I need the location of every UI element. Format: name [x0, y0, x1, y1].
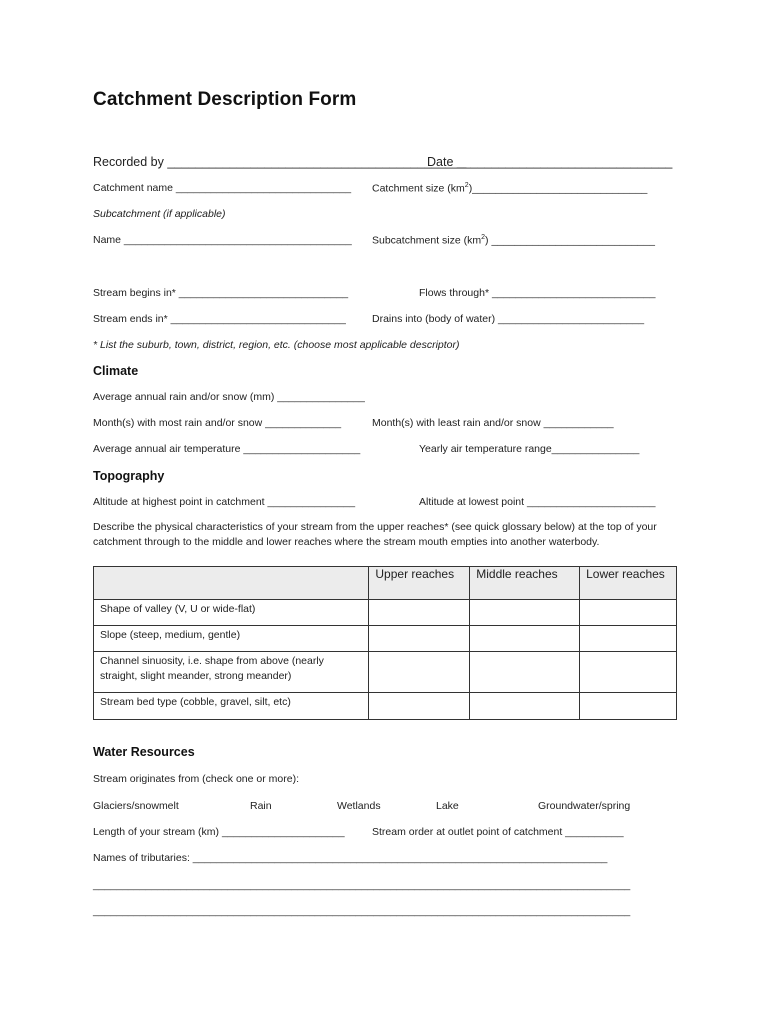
- row-label: Slope (steep, medium, gentle): [94, 626, 369, 652]
- row-label: Shape of valley (V, U or wide-flat): [94, 600, 369, 626]
- table-header-blank: [94, 567, 369, 600]
- topography-heading: Topography: [93, 469, 165, 483]
- table-cell-upper[interactable]: [369, 693, 470, 720]
- stream-ends-field[interactable]: Stream ends in* ______________________________: [93, 313, 346, 325]
- catchment-size-line: )______________________________: [468, 182, 648, 195]
- climate-heading: Climate: [93, 364, 139, 378]
- originates-label: Stream originates from (check one or more):: [93, 773, 299, 785]
- row-label: Stream bed type (cobble, gravel, silt, etc): [94, 693, 369, 720]
- tributaries-field[interactable]: Names of tributaries: _______________________________________________________________________: [93, 852, 608, 864]
- table-row: [94, 600, 677, 626]
- subcatchment-size-line: ) ____________________________: [485, 234, 655, 247]
- date-field[interactable]: Date _______________________________: [427, 155, 673, 169]
- table-cell-middle[interactable]: [470, 600, 580, 626]
- checkbox-groundwater[interactable]: [538, 800, 630, 812]
- row-label: Channel sinuosity, i.e. shape from above (nearly straight, slight meander, strong meander): [94, 652, 369, 693]
- catchment-name-field[interactable]: Catchment name ______________________________: [93, 182, 352, 194]
- table-cell-lower[interactable]: [580, 600, 677, 626]
- stream-begins-field[interactable]: Stream begins in* _____________________________: [93, 287, 349, 299]
- option-label: Glaciers/snowmelt: [93, 800, 179, 812]
- table-header-row: [94, 567, 677, 600]
- table-cell-middle[interactable]: [470, 626, 580, 652]
- flows-through-field[interactable]: Flows through* ____________________________: [419, 287, 656, 299]
- table-header-upper: Upper reaches: [369, 567, 470, 600]
- stream-characteristics-table: [93, 566, 677, 720]
- subcatchment-note: Subcatchment (if applicable): [93, 208, 226, 220]
- table-header-lower: Lower reaches: [580, 567, 677, 600]
- checkbox-rain[interactable]: [250, 800, 272, 812]
- altitude-low-field[interactable]: Altitude at lowest point ______________________: [419, 496, 656, 508]
- table-cell-middle[interactable]: [470, 693, 580, 720]
- table-row: [94, 693, 677, 720]
- temp-range-field[interactable]: Yearly air temperature range_______________: [419, 443, 640, 455]
- table-header-middle: Middle reaches: [470, 567, 580, 600]
- footnote: * List the suburb, town, district, region, etc. (choose most applicable descriptor): [93, 339, 460, 351]
- table-cell-upper[interactable]: [369, 652, 470, 693]
- table-row: [94, 652, 677, 693]
- table-cell-lower[interactable]: [580, 652, 677, 693]
- table-cell-middle[interactable]: [470, 652, 580, 693]
- subcatchment-size-label: Subcatchment size (km: [372, 234, 482, 247]
- table-cell-lower[interactable]: [580, 626, 677, 652]
- air-temp-field[interactable]: Average annual air temperature ____________________: [93, 443, 361, 455]
- least-rain-field[interactable]: Month(s) with least rain and/or snow ____________: [372, 417, 614, 429]
- most-rain-field[interactable]: Month(s) with most rain and/or snow _____________: [93, 417, 342, 429]
- checkbox-wetlands[interactable]: [337, 800, 381, 812]
- option-label: Rain: [250, 800, 272, 812]
- name-field[interactable]: Name _______________________________________: [93, 234, 352, 246]
- subcatchment-size-field[interactable]: [372, 234, 655, 247]
- recorded-by-field[interactable]: Recorded by ___________________________________________: [93, 155, 467, 169]
- table-row: [94, 626, 677, 652]
- catchment-size-exponent: 2: [464, 182, 469, 189]
- water-resources-heading: Water Resources: [93, 745, 195, 759]
- catchment-size-label: Catchment size (km: [372, 182, 465, 195]
- stream-description-instructions: Describe the physical characteristics of your stream from the upper reaches* (see quick glossary below) at the top of your catchment through to the middle and lower reaches where the stream mouth empties into another waterbody.: [93, 521, 657, 548]
- checkbox-lake[interactable]: [436, 800, 459, 812]
- table-cell-upper[interactable]: [369, 600, 470, 626]
- tributaries-line-2[interactable]: ____________________________________________________________________________________________: [93, 905, 631, 917]
- option-label: Groundwater/spring: [538, 800, 631, 812]
- option-label: Lake: [436, 800, 459, 812]
- drains-into-field[interactable]: Drains into (body of water) _________________________: [372, 313, 645, 325]
- catchment-size-field[interactable]: [372, 182, 647, 195]
- table-cell-lower[interactable]: [580, 693, 677, 720]
- stream-length-field[interactable]: Length of your stream (km) _____________________: [93, 826, 345, 838]
- subcatchment-size-exponent: 2: [481, 234, 486, 241]
- option-label: Wetlands: [337, 800, 381, 812]
- annual-rain-field[interactable]: Average annual rain and/or snow (mm) _______________: [93, 391, 365, 403]
- page-title: Catchment Description Form: [93, 89, 357, 110]
- tributaries-line-1[interactable]: ____________________________________________________________________________________________: [93, 879, 631, 891]
- stream-order-field[interactable]: Stream order at outlet point of catchment __________: [372, 826, 624, 838]
- altitude-high-field[interactable]: Altitude at highest point in catchment _______________: [93, 496, 356, 508]
- checkbox-glaciers[interactable]: [93, 800, 179, 812]
- table-cell-upper[interactable]: [369, 626, 470, 652]
